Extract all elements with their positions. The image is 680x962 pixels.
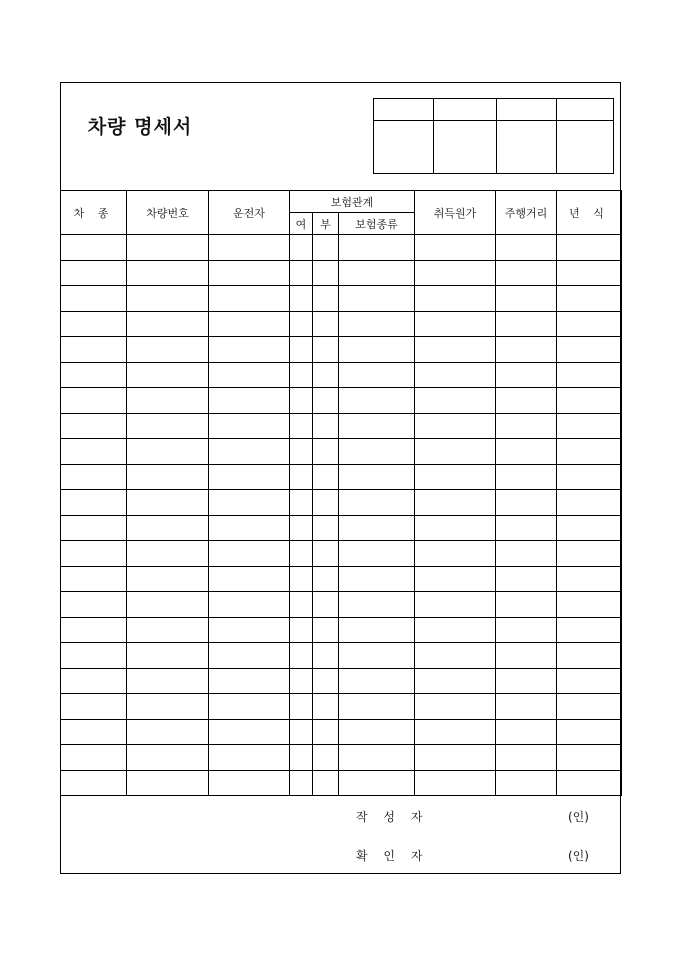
cell-insurance-no[interactable] bbox=[313, 770, 339, 796]
cell-acquisition-cost[interactable] bbox=[415, 541, 496, 567]
cell-driver[interactable] bbox=[209, 439, 290, 465]
author-label: 작 성 자 bbox=[356, 810, 429, 824]
cell-mileage[interactable] bbox=[496, 617, 557, 643]
cell-car-type[interactable] bbox=[61, 439, 127, 465]
cell-mileage[interactable] bbox=[496, 490, 557, 516]
cell-mileage[interactable] bbox=[496, 235, 557, 261]
cell-car-type[interactable] bbox=[61, 617, 127, 643]
cell-insurance-type[interactable] bbox=[339, 668, 415, 694]
cell-car-type[interactable] bbox=[61, 770, 127, 796]
cell-mileage[interactable] bbox=[496, 388, 557, 414]
cell-insurance-no[interactable] bbox=[313, 413, 339, 439]
cell-insurance-type[interactable] bbox=[339, 235, 415, 261]
approval-head-cell[interactable] bbox=[497, 99, 557, 121]
approval-sign-cell[interactable] bbox=[557, 121, 614, 174]
vehicle-table bbox=[60, 190, 622, 796]
cell-car-type[interactable] bbox=[61, 260, 127, 286]
cell-insurance-type[interactable] bbox=[339, 745, 415, 771]
cell-insurance-type[interactable] bbox=[339, 362, 415, 388]
cell-model-year[interactable] bbox=[557, 592, 622, 618]
table-row bbox=[61, 515, 622, 541]
cell-mileage[interactable] bbox=[496, 337, 557, 363]
cell-driver[interactable] bbox=[209, 490, 290, 516]
table-row bbox=[61, 464, 622, 490]
cell-insurance-no[interactable] bbox=[313, 311, 339, 337]
cell-model-year[interactable] bbox=[557, 439, 622, 465]
cell-insurance-yes[interactable] bbox=[290, 464, 313, 490]
table-row bbox=[61, 617, 622, 643]
approval-head-cell[interactable] bbox=[557, 99, 614, 121]
cell-driver[interactable] bbox=[209, 388, 290, 414]
table-row bbox=[61, 286, 622, 312]
cell-insurance-type[interactable] bbox=[339, 617, 415, 643]
cell-insurance-no[interactable] bbox=[313, 515, 339, 541]
col-insurance-type: 보험종류 bbox=[339, 213, 415, 235]
cell-car-type[interactable] bbox=[61, 541, 127, 567]
cell-mileage[interactable] bbox=[496, 745, 557, 771]
cell-insurance-no[interactable] bbox=[313, 694, 339, 720]
cell-model-year[interactable] bbox=[557, 541, 622, 567]
table-row bbox=[61, 541, 622, 567]
table-row bbox=[61, 668, 622, 694]
cell-plate-number[interactable] bbox=[127, 260, 209, 286]
cell-insurance-no[interactable] bbox=[313, 541, 339, 567]
cell-insurance-yes[interactable] bbox=[290, 592, 313, 618]
cell-driver[interactable] bbox=[209, 362, 290, 388]
cell-model-year[interactable] bbox=[557, 490, 622, 516]
cell-acquisition-cost[interactable] bbox=[415, 643, 496, 669]
table-row bbox=[61, 745, 622, 771]
col-insurance-yes: 여 bbox=[290, 213, 313, 235]
cell-insurance-yes[interactable] bbox=[290, 413, 313, 439]
confirmer-seal[interactable]: (인) bbox=[568, 849, 589, 863]
col-driver: 운전자 bbox=[209, 191, 290, 235]
cell-insurance-type[interactable] bbox=[339, 566, 415, 592]
cell-car-type[interactable] bbox=[61, 490, 127, 516]
cell-car-type[interactable] bbox=[61, 643, 127, 669]
cell-car-type[interactable] bbox=[61, 413, 127, 439]
cell-car-type[interactable] bbox=[61, 592, 127, 618]
cell-insurance-yes[interactable] bbox=[290, 643, 313, 669]
cell-insurance-type[interactable] bbox=[339, 490, 415, 516]
cell-insurance-yes[interactable] bbox=[290, 541, 313, 567]
cell-plate-number[interactable] bbox=[127, 413, 209, 439]
cell-driver[interactable] bbox=[209, 260, 290, 286]
table-row bbox=[61, 719, 622, 745]
approval-sign-cell[interactable] bbox=[374, 121, 434, 174]
cell-model-year[interactable] bbox=[557, 719, 622, 745]
cell-insurance-type[interactable] bbox=[339, 643, 415, 669]
cell-insurance-type[interactable] bbox=[339, 439, 415, 465]
cell-insurance-yes[interactable] bbox=[290, 515, 313, 541]
cell-driver[interactable] bbox=[209, 541, 290, 567]
cell-car-type[interactable] bbox=[61, 566, 127, 592]
table-row bbox=[61, 388, 622, 414]
cell-car-type[interactable] bbox=[61, 362, 127, 388]
cell-car-type[interactable] bbox=[61, 694, 127, 720]
cell-insurance-type[interactable] bbox=[339, 694, 415, 720]
cell-model-year[interactable] bbox=[557, 235, 622, 261]
table-row bbox=[61, 362, 622, 388]
cell-insurance-no[interactable] bbox=[313, 719, 339, 745]
cell-acquisition-cost[interactable] bbox=[415, 464, 496, 490]
table-row bbox=[61, 592, 622, 618]
cell-mileage[interactable] bbox=[496, 566, 557, 592]
cell-plate-number[interactable] bbox=[127, 464, 209, 490]
cell-driver[interactable] bbox=[209, 286, 290, 312]
table-row bbox=[61, 311, 622, 337]
cell-insurance-no[interactable] bbox=[313, 490, 339, 516]
cell-model-year[interactable] bbox=[557, 694, 622, 720]
cell-insurance-yes[interactable] bbox=[290, 260, 313, 286]
cell-acquisition-cost[interactable] bbox=[415, 286, 496, 312]
cell-model-year[interactable] bbox=[557, 362, 622, 388]
cell-model-year[interactable] bbox=[557, 515, 622, 541]
cell-insurance-yes[interactable] bbox=[290, 770, 313, 796]
cell-insurance-type[interactable] bbox=[339, 286, 415, 312]
cell-driver[interactable] bbox=[209, 515, 290, 541]
cell-model-year[interactable] bbox=[557, 413, 622, 439]
cell-insurance-no[interactable] bbox=[313, 235, 339, 261]
cell-plate-number[interactable] bbox=[127, 439, 209, 465]
cell-insurance-type[interactable] bbox=[339, 388, 415, 414]
cell-plate-number[interactable] bbox=[127, 719, 209, 745]
cell-driver[interactable] bbox=[209, 337, 290, 363]
approval-sign-cell[interactable] bbox=[497, 121, 557, 174]
confirmer-label: 확 인 자 bbox=[356, 849, 429, 863]
table-row bbox=[61, 770, 622, 796]
cell-insurance-type[interactable] bbox=[339, 719, 415, 745]
cell-model-year[interactable] bbox=[557, 745, 622, 771]
cell-car-type[interactable] bbox=[61, 388, 127, 414]
approval-sign-cell[interactable] bbox=[434, 121, 497, 174]
cell-driver[interactable] bbox=[209, 311, 290, 337]
cell-insurance-yes[interactable] bbox=[290, 388, 313, 414]
cell-mileage[interactable] bbox=[496, 770, 557, 796]
table-row bbox=[61, 235, 622, 261]
cell-insurance-no[interactable] bbox=[313, 388, 339, 414]
approval-box bbox=[373, 98, 614, 174]
cell-insurance-type[interactable] bbox=[339, 311, 415, 337]
cell-insurance-type[interactable] bbox=[339, 464, 415, 490]
table-row bbox=[61, 337, 622, 363]
cell-insurance-yes[interactable] bbox=[290, 311, 313, 337]
cell-insurance-no[interactable] bbox=[313, 643, 339, 669]
cell-insurance-type[interactable] bbox=[339, 541, 415, 567]
cell-insurance-yes[interactable] bbox=[290, 337, 313, 363]
cell-model-year[interactable] bbox=[557, 668, 622, 694]
cell-mileage[interactable] bbox=[496, 643, 557, 669]
cell-insurance-yes[interactable] bbox=[290, 362, 313, 388]
cell-plate-number[interactable] bbox=[127, 668, 209, 694]
cell-plate-number[interactable] bbox=[127, 235, 209, 261]
cell-mileage[interactable] bbox=[496, 694, 557, 720]
cell-driver[interactable] bbox=[209, 745, 290, 771]
cell-plate-number[interactable] bbox=[127, 745, 209, 771]
cell-mileage[interactable] bbox=[496, 311, 557, 337]
col-insurance-group: 보험관계 bbox=[290, 191, 415, 213]
table-row bbox=[61, 260, 622, 286]
cell-insurance-type[interactable] bbox=[339, 337, 415, 363]
col-insurance-no: 부 bbox=[313, 213, 339, 235]
cell-mileage[interactable] bbox=[496, 260, 557, 286]
cell-mileage[interactable] bbox=[496, 464, 557, 490]
cell-plate-number[interactable] bbox=[127, 337, 209, 363]
cell-insurance-type[interactable] bbox=[339, 413, 415, 439]
cell-driver[interactable] bbox=[209, 719, 290, 745]
cell-model-year[interactable] bbox=[557, 566, 622, 592]
cell-driver[interactable] bbox=[209, 770, 290, 796]
cell-acquisition-cost[interactable] bbox=[415, 362, 496, 388]
cell-car-type[interactable] bbox=[61, 286, 127, 312]
cell-mileage[interactable] bbox=[496, 439, 557, 465]
cell-model-year[interactable] bbox=[557, 643, 622, 669]
col-plate-number: 차량번호 bbox=[127, 191, 209, 235]
cell-acquisition-cost[interactable] bbox=[415, 388, 496, 414]
cell-mileage[interactable] bbox=[496, 515, 557, 541]
approval-head-cell[interactable] bbox=[434, 99, 497, 121]
cell-car-type[interactable] bbox=[61, 719, 127, 745]
cell-driver[interactable] bbox=[209, 413, 290, 439]
cell-acquisition-cost[interactable] bbox=[415, 515, 496, 541]
cell-acquisition-cost[interactable] bbox=[415, 694, 496, 720]
cell-model-year[interactable] bbox=[557, 286, 622, 312]
cell-insurance-yes[interactable] bbox=[290, 617, 313, 643]
cell-insurance-yes[interactable] bbox=[290, 490, 313, 516]
cell-acquisition-cost[interactable] bbox=[415, 490, 496, 516]
table-row bbox=[61, 643, 622, 669]
cell-insurance-no[interactable] bbox=[313, 337, 339, 363]
table-row bbox=[61, 439, 622, 465]
col-mileage: 주행거리 bbox=[496, 191, 557, 235]
cell-insurance-type[interactable] bbox=[339, 260, 415, 286]
cell-insurance-no[interactable] bbox=[313, 464, 339, 490]
cell-acquisition-cost[interactable] bbox=[415, 566, 496, 592]
cell-insurance-yes[interactable] bbox=[290, 694, 313, 720]
cell-car-type[interactable] bbox=[61, 235, 127, 261]
cell-insurance-type[interactable] bbox=[339, 515, 415, 541]
cell-mileage[interactable] bbox=[496, 668, 557, 694]
cell-plate-number[interactable] bbox=[127, 643, 209, 669]
cell-insurance-yes[interactable] bbox=[290, 668, 313, 694]
cell-plate-number[interactable] bbox=[127, 362, 209, 388]
cell-acquisition-cost[interactable] bbox=[415, 260, 496, 286]
cell-insurance-yes[interactable] bbox=[290, 566, 313, 592]
cell-insurance-type[interactable] bbox=[339, 770, 415, 796]
approval-head-cell[interactable] bbox=[374, 99, 434, 121]
cell-car-type[interactable] bbox=[61, 311, 127, 337]
cell-acquisition-cost[interactable] bbox=[415, 617, 496, 643]
cell-insurance-no[interactable] bbox=[313, 617, 339, 643]
cell-insurance-yes[interactable] bbox=[290, 286, 313, 312]
cell-driver[interactable] bbox=[209, 566, 290, 592]
cell-driver[interactable] bbox=[209, 235, 290, 261]
cell-insurance-no[interactable] bbox=[313, 362, 339, 388]
cell-plate-number[interactable] bbox=[127, 694, 209, 720]
cell-insurance-yes[interactable] bbox=[290, 235, 313, 261]
cell-car-type[interactable] bbox=[61, 337, 127, 363]
cell-model-year[interactable] bbox=[557, 464, 622, 490]
table-row bbox=[61, 566, 622, 592]
cell-plate-number[interactable] bbox=[127, 490, 209, 516]
cell-acquisition-cost[interactable] bbox=[415, 745, 496, 771]
cell-plate-number[interactable] bbox=[127, 617, 209, 643]
cell-driver[interactable] bbox=[209, 464, 290, 490]
cell-model-year[interactable] bbox=[557, 311, 622, 337]
cell-driver[interactable] bbox=[209, 617, 290, 643]
cell-acquisition-cost[interactable] bbox=[415, 719, 496, 745]
cell-model-year[interactable] bbox=[557, 260, 622, 286]
cell-insurance-type[interactable] bbox=[339, 592, 415, 618]
cell-acquisition-cost[interactable] bbox=[415, 413, 496, 439]
cell-plate-number[interactable] bbox=[127, 566, 209, 592]
col-car-type: 차 종 bbox=[61, 191, 127, 235]
cell-driver[interactable] bbox=[209, 643, 290, 669]
cell-insurance-yes[interactable] bbox=[290, 745, 313, 771]
cell-mileage[interactable] bbox=[496, 719, 557, 745]
cell-insurance-no[interactable] bbox=[313, 566, 339, 592]
cell-mileage[interactable] bbox=[496, 362, 557, 388]
cell-plate-number[interactable] bbox=[127, 311, 209, 337]
cell-model-year[interactable] bbox=[557, 337, 622, 363]
cell-car-type[interactable] bbox=[61, 464, 127, 490]
cell-plate-number[interactable] bbox=[127, 541, 209, 567]
cell-car-type[interactable] bbox=[61, 745, 127, 771]
cell-insurance-no[interactable] bbox=[313, 745, 339, 771]
cell-car-type[interactable] bbox=[61, 515, 127, 541]
cell-insurance-yes[interactable] bbox=[290, 439, 313, 465]
cell-mileage[interactable] bbox=[496, 286, 557, 312]
col-model-year: 년 식 bbox=[557, 191, 622, 235]
cell-acquisition-cost[interactable] bbox=[415, 592, 496, 618]
cell-model-year[interactable] bbox=[557, 770, 622, 796]
table-row bbox=[61, 490, 622, 516]
cell-driver[interactable] bbox=[209, 668, 290, 694]
cell-insurance-no[interactable] bbox=[313, 592, 339, 618]
cell-acquisition-cost[interactable] bbox=[415, 311, 496, 337]
author-seal[interactable]: (인) bbox=[568, 810, 589, 824]
cell-car-type[interactable] bbox=[61, 668, 127, 694]
cell-insurance-yes[interactable] bbox=[290, 719, 313, 745]
signature-area bbox=[60, 796, 621, 874]
cell-driver[interactable] bbox=[209, 694, 290, 720]
cell-mileage[interactable] bbox=[496, 541, 557, 567]
table-row bbox=[61, 413, 622, 439]
cell-mileage[interactable] bbox=[496, 592, 557, 618]
cell-acquisition-cost[interactable] bbox=[415, 770, 496, 796]
cell-insurance-no[interactable] bbox=[313, 668, 339, 694]
page-title: 차량 명세서 bbox=[87, 116, 193, 138]
cell-insurance-no[interactable] bbox=[313, 439, 339, 465]
col-acquisition-cost: 취득원가 bbox=[415, 191, 496, 235]
cell-model-year[interactable] bbox=[557, 388, 622, 414]
table-row bbox=[61, 694, 622, 720]
cell-acquisition-cost[interactable] bbox=[415, 235, 496, 261]
cell-plate-number[interactable] bbox=[127, 388, 209, 414]
cell-plate-number[interactable] bbox=[127, 515, 209, 541]
cell-plate-number[interactable] bbox=[127, 592, 209, 618]
cell-mileage[interactable] bbox=[496, 413, 557, 439]
cell-plate-number[interactable] bbox=[127, 770, 209, 796]
cell-plate-number[interactable] bbox=[127, 286, 209, 312]
cell-insurance-no[interactable] bbox=[313, 260, 339, 286]
cell-acquisition-cost[interactable] bbox=[415, 337, 496, 363]
cell-insurance-no[interactable] bbox=[313, 286, 339, 312]
vehicle-table-body bbox=[61, 235, 622, 796]
cell-model-year[interactable] bbox=[557, 617, 622, 643]
cell-driver[interactable] bbox=[209, 592, 290, 618]
cell-acquisition-cost[interactable] bbox=[415, 668, 496, 694]
cell-acquisition-cost[interactable] bbox=[415, 439, 496, 465]
